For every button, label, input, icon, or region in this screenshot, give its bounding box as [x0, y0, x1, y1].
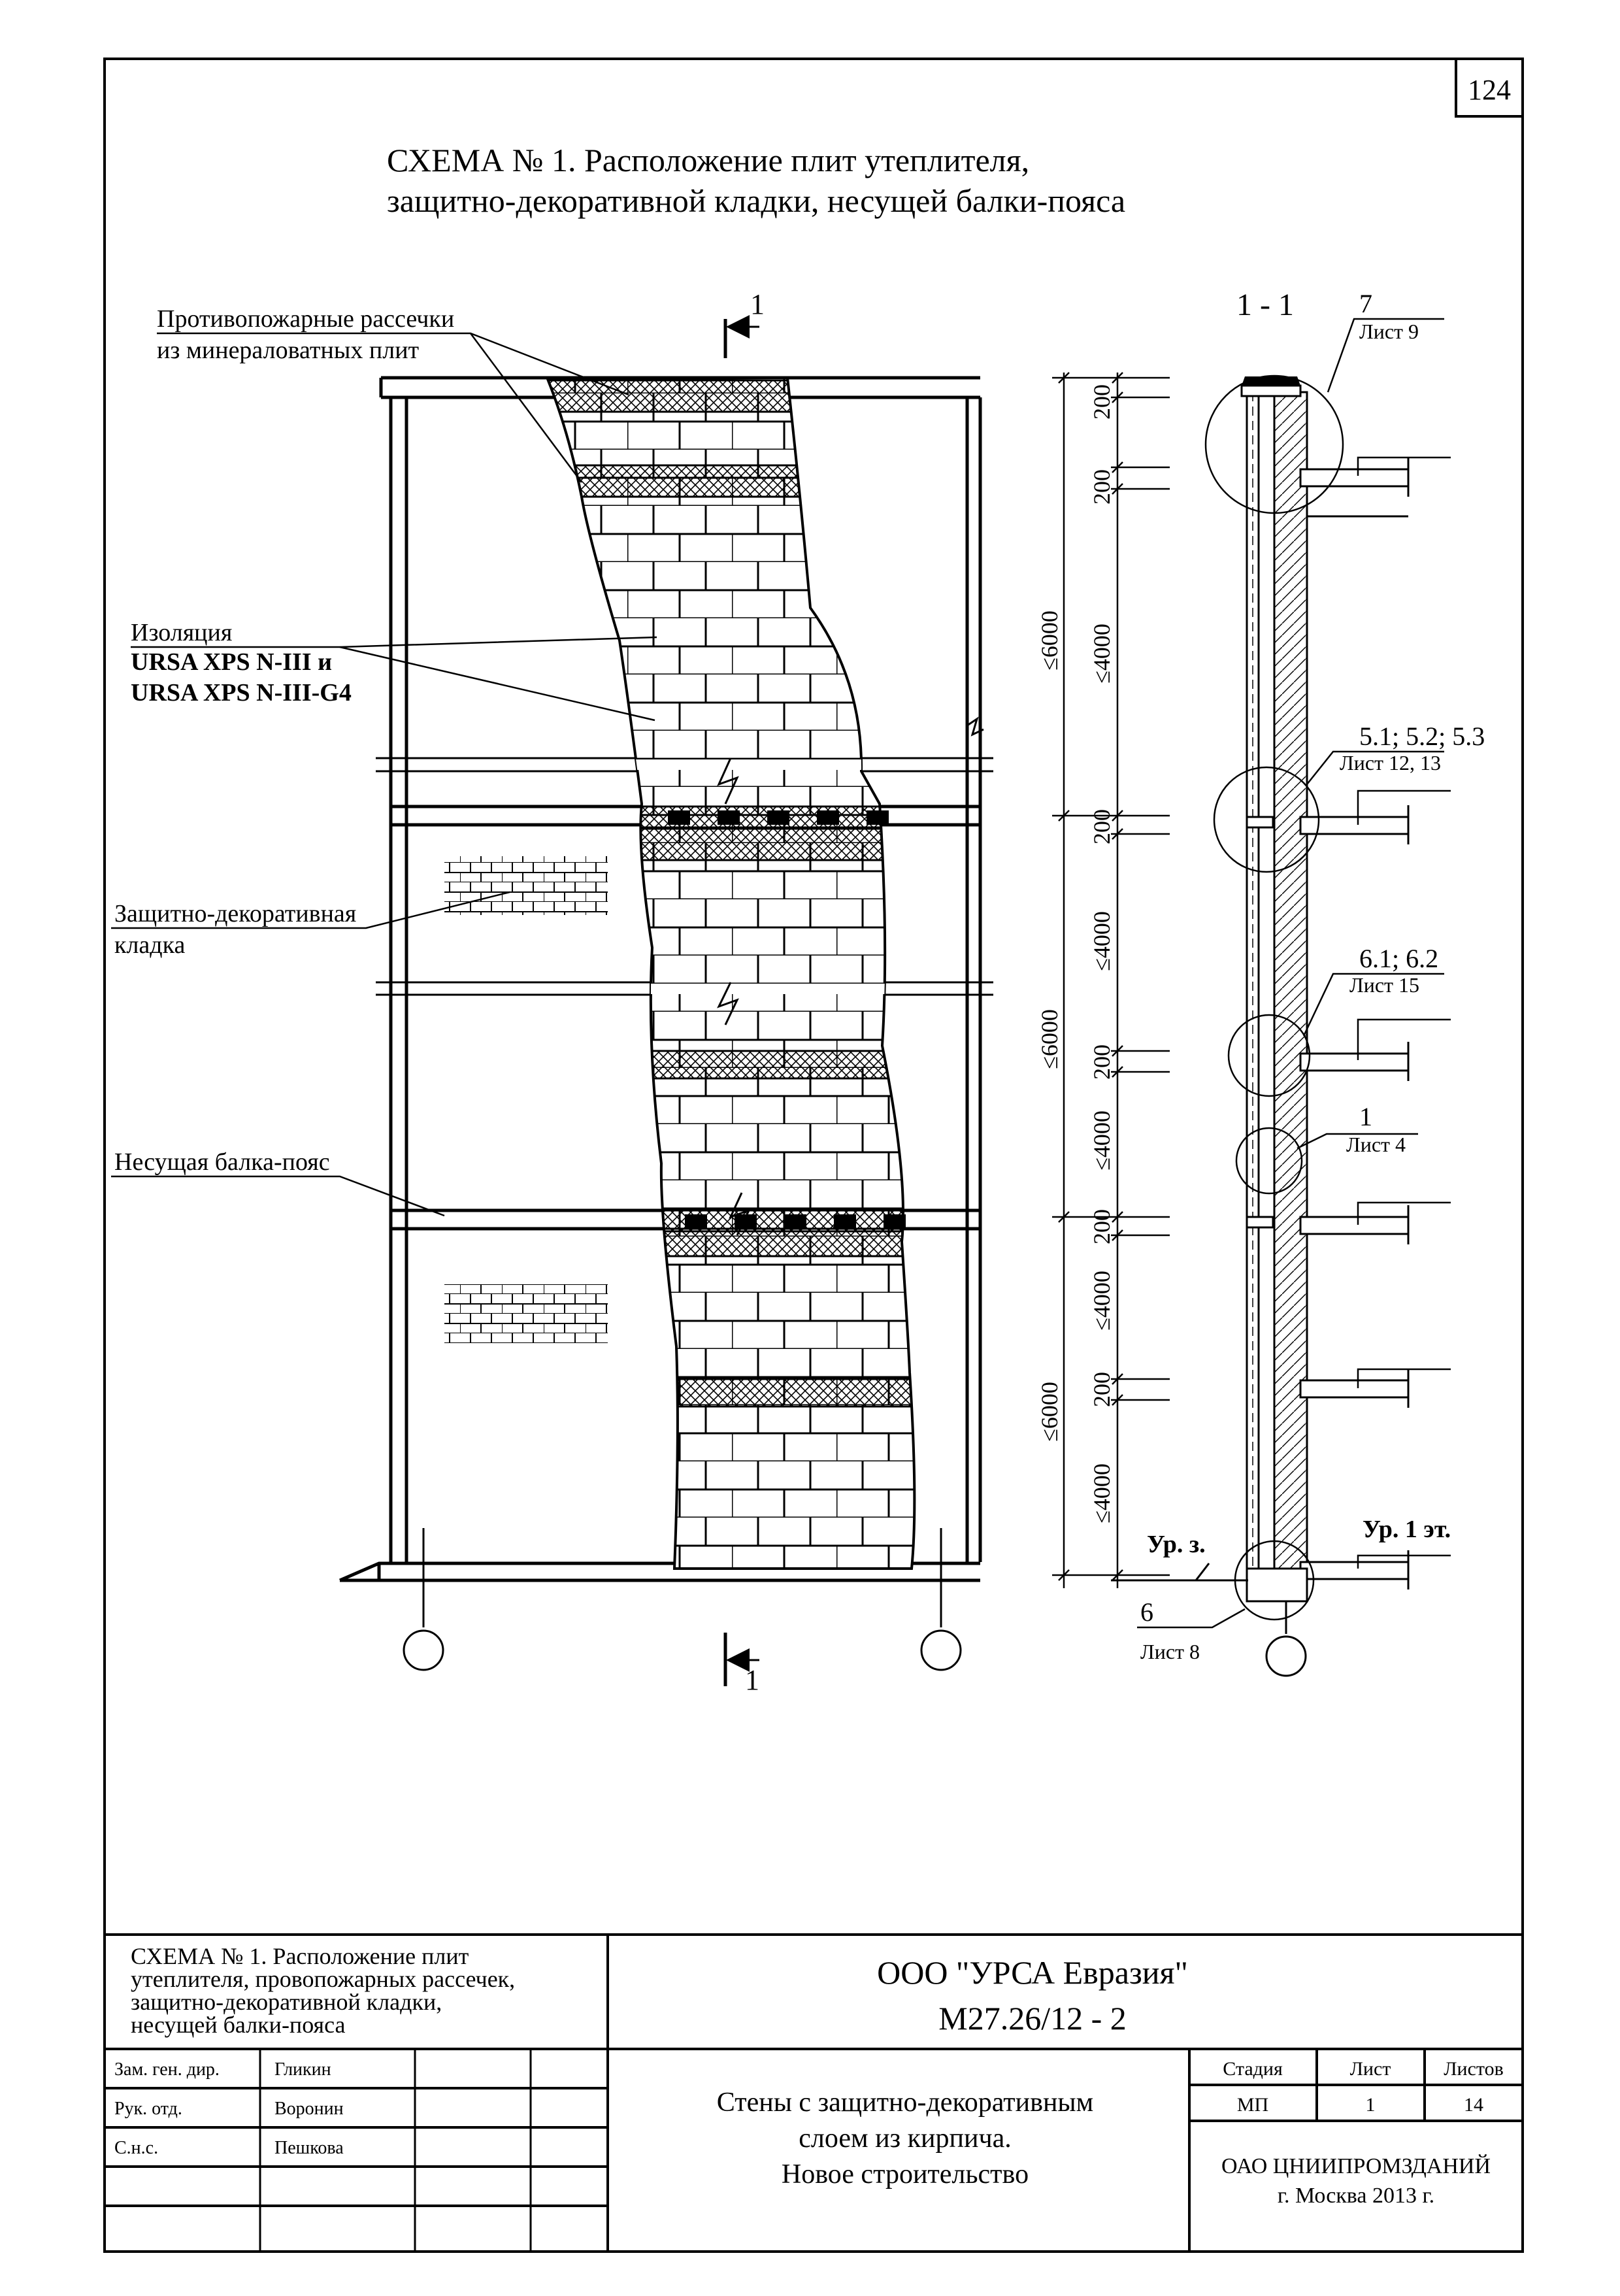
dim-200: 200	[1089, 1209, 1115, 1244]
stamp-name-1: Гликин	[274, 2059, 331, 2080]
stamp-stage: МП	[1236, 2094, 1269, 2116]
dim-4000: ≤4000	[1089, 1110, 1115, 1171]
stamp-org-2: г. Москва 2013 г.	[1277, 2184, 1435, 2208]
stamp-sheet: 1	[1365, 2094, 1376, 2116]
label-masonry-1: Защитно-декоративная	[114, 900, 357, 927]
dim-200: 200	[1089, 1372, 1115, 1407]
label-firebreaks-2: из минераловатных плит	[157, 337, 420, 364]
stamp-sheet-header: Лист	[1349, 2058, 1391, 2080]
axis-circle	[1266, 1637, 1306, 1676]
dim-4000: ≤4000	[1089, 624, 1115, 684]
stamp-role-2: Рук. отд.	[114, 2099, 182, 2119]
firebreak-band	[627, 829, 921, 860]
axis-circle	[921, 1631, 961, 1670]
callout-6-1-num: 6.1; 6.2	[1359, 944, 1439, 973]
callout-7-num: 7	[1359, 289, 1372, 318]
stamp-sheets: 14	[1464, 2094, 1483, 2116]
dim-200: 200	[1089, 809, 1115, 844]
section-view	[1111, 288, 1485, 1676]
firebreak-band	[653, 1379, 948, 1406]
dim-6000: ≤6000	[1036, 1009, 1063, 1069]
stamp-name-3: Пешкова	[274, 2138, 344, 2158]
stamp-role-3: С.н.с.	[114, 2138, 159, 2158]
stamp-code: М27.26/12 - 2	[938, 2000, 1127, 2037]
dim-4000: ≤4000	[1089, 1271, 1115, 1331]
stamp-name-2: Воронин	[274, 2099, 344, 2119]
stamp-work-2: слоем из кирпича.	[799, 2123, 1012, 2154]
callout-5-sheet: Лист 12, 13	[1340, 751, 1442, 774]
label-insulation-1: Изоляция	[131, 619, 233, 646]
section-title: 1 - 1	[1236, 288, 1294, 322]
level-ground: Ур. з.	[1147, 1531, 1206, 1558]
dim-4000: ≤4000	[1089, 1463, 1115, 1523]
callout-7-sheet: Лист 9	[1359, 320, 1419, 343]
callout-6-num: 6	[1140, 1597, 1153, 1627]
dim-6000: ≤6000	[1036, 610, 1063, 671]
elevation-view	[111, 288, 993, 1696]
stamp-work-3: Новое строительство	[781, 2159, 1029, 2189]
brick-symbol	[444, 1284, 608, 1343]
stamp-role-1: Зам. ген. дир.	[114, 2059, 220, 2080]
stamp-sheets-header: Листов	[1444, 2058, 1504, 2080]
stamp-desc-4: несущей балки-пояса	[131, 2012, 346, 2038]
dimension-texts	[1036, 384, 1115, 1523]
brick-symbol	[444, 856, 608, 915]
stamp-org-1: ОАО ЦНИИПРОМЗДАНИЙ	[1221, 2154, 1491, 2178]
dim-200: 200	[1089, 469, 1115, 505]
callout-6-1-sheet: Лист 15	[1349, 973, 1420, 997]
label-insulation-2: URSA XPS N-III и	[131, 648, 333, 676]
callout-6-sheet: Лист 8	[1140, 1640, 1200, 1663]
callout-1-sheet: Лист 4	[1346, 1133, 1406, 1156]
stamp-desc-2: утеплителя, провопожарных рассечек,	[131, 1966, 516, 1992]
label-firebreaks-1: Противопожарные рассечки	[157, 305, 455, 333]
stamp-work-1: Стены с защитно-декоративным	[716, 2088, 1094, 2118]
right-column	[967, 397, 980, 1562]
dim-200: 200	[1089, 384, 1115, 420]
dim-200: 200	[1089, 1044, 1115, 1080]
dim-4000: ≤4000	[1089, 911, 1115, 971]
section-insulation	[1259, 392, 1274, 1569]
stamp-company: ООО "УРСА Евразия"	[877, 1954, 1188, 1991]
level-floor-1: Ур. 1 эт.	[1363, 1516, 1451, 1543]
firebreak-band	[542, 465, 836, 497]
sheet-number: 124	[1468, 74, 1511, 106]
callout-1-num: 1	[1359, 1102, 1372, 1131]
title-line-1: СХЕМА № 1. Расположение плит утеплителя,	[387, 142, 1030, 178]
firebreak-band	[627, 1051, 921, 1078]
dim-6000: ≤6000	[1036, 1382, 1063, 1442]
stamp-desc-1: СХЕМА № 1. Расположение плит	[131, 1943, 469, 1969]
section-mark-top: 1	[750, 288, 765, 320]
label-masonry-2: кладка	[114, 931, 186, 959]
axis-circle	[404, 1631, 443, 1670]
stamp-desc-3: защитно-декоративной кладки,	[131, 1989, 442, 2015]
left-column	[391, 397, 406, 1562]
title-line-2: защитно-декоративной кладки, несущей балки-пояса	[387, 182, 1126, 219]
label-insulation-3: URSA XPS N-III-G4	[131, 679, 352, 707]
callout-5-num: 5.1; 5.2; 5.3	[1359, 722, 1485, 751]
stamp-stage-header: Стадия	[1223, 2058, 1283, 2080]
section-mark-bottom: 1	[745, 1664, 759, 1696]
label-beam: Несущая балка-пояс	[114, 1148, 330, 1176]
